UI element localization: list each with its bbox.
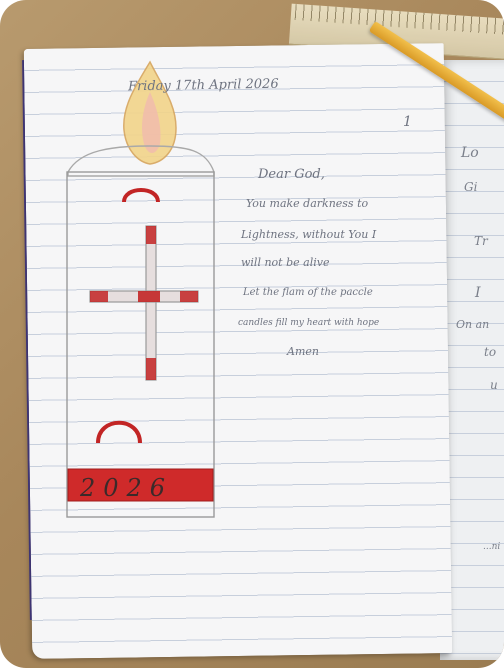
prayer-line-3: Lightness, without You I	[241, 228, 377, 241]
candle-year: 2026	[80, 474, 174, 502]
right-page-fragment: Lo	[461, 145, 479, 161]
prayer-line-1: Dear God,	[258, 167, 325, 182]
right-page-fragment: I	[475, 285, 481, 301]
margin-mark: 1	[403, 114, 412, 130]
prayer-line-6: candles fill my heart with hope	[238, 318, 380, 328]
date-text: Friday 17th April 2026	[127, 76, 279, 95]
right-page-fragment: Gi	[464, 180, 478, 194]
right-page-fragment: On an	[456, 318, 490, 331]
right-page-fragment: Tr	[474, 234, 488, 248]
right-page-fragment: to	[484, 345, 497, 359]
cross-icon	[90, 226, 198, 380]
prayer-line-2: You make darkness to	[246, 197, 369, 210]
arch-icon	[98, 423, 140, 443]
prayer-line-5: Let the flam of the paccle	[243, 287, 373, 298]
right-page-fragment: ...ni	[483, 542, 501, 552]
right-page-fragment: u	[490, 378, 498, 392]
prayer-line-4: will not be alive	[241, 256, 330, 269]
flame-icon	[124, 62, 176, 164]
prayer-line-7: Amen	[287, 345, 319, 358]
